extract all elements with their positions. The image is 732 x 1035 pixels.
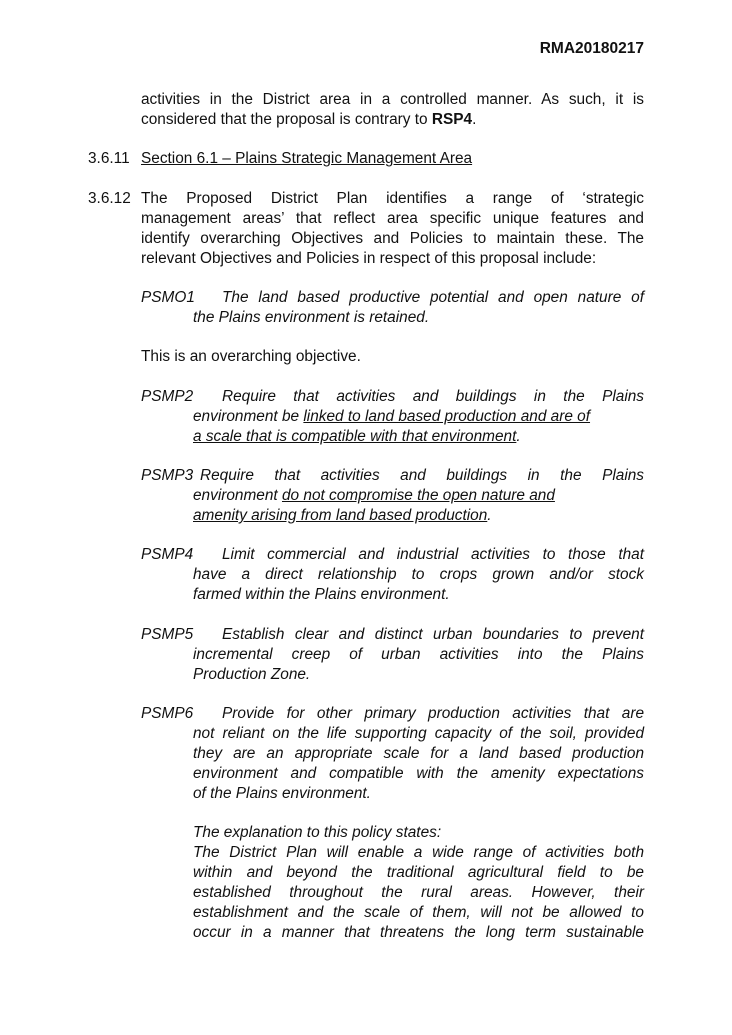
overarching-note: This is an overarching objective. — [141, 348, 361, 365]
section-title-3-6-11: Section 6.1 – Plains Strategic Management Area — [141, 150, 473, 167]
policy-text-line: Production Zone. — [193, 666, 311, 683]
explanation-heading: The explanation to this policy states: — [193, 824, 442, 841]
policy-text-line — [193, 407, 590, 427]
continuation-line-1: activities in the District area in a controlled manner. As such, it is — [141, 91, 644, 108]
explanation-line: established throughout the rural areas. However, their — [193, 884, 644, 901]
paragraph-line: management areas’ that reflect area specific unique features and — [141, 210, 644, 227]
paragraph-line: The Proposed District Plan identifies a range of ‘strategic — [141, 190, 644, 207]
policy-text: environment be — [193, 408, 304, 425]
period: . — [516, 428, 521, 445]
policy-text-line — [193, 427, 521, 447]
continuation-line-2 — [141, 110, 476, 130]
policy-text-line: not reliant on the life supporting capacity of the soil, provided — [193, 725, 644, 742]
explanation-line: within and beyond the traditional agricultural field to be — [193, 864, 644, 881]
policy-text-line: incremental creep of urban activities into the Plains — [193, 646, 644, 663]
period: . — [472, 111, 477, 128]
policy-text: environment — [193, 487, 282, 504]
policy-code-psmp5: PSMP5 — [141, 626, 194, 643]
underlined-text: do not compromise the open nature and — [281, 487, 555, 504]
underlined-text: amenity arising from land based production — [193, 507, 488, 524]
policy-code-psmp3: PSMP3 — [141, 467, 194, 484]
policy-text-line: the Plains environment is retained. — [193, 309, 430, 326]
rsp4-reference: RSP4 — [431, 111, 473, 128]
policy-code-psmo1: PSMO1 — [141, 289, 195, 306]
section-number-3-6-12: 3.6.12 — [88, 190, 131, 207]
continuation-text: considered that the proposal is contrary to — [141, 111, 432, 128]
policy-text-line: The land based productive potential and open nature of — [222, 289, 644, 306]
policy-text-line: Provide for other primary production activities that are — [222, 705, 644, 722]
policy-text-line: they are an appropriate scale for a land based production — [193, 745, 644, 762]
explanation-line: occur in a manner that threatens the long term sustainable — [193, 924, 644, 941]
policy-text-line: Establish clear and distinct urban boundaries to prevent — [222, 626, 644, 643]
period: . — [487, 507, 492, 524]
policy-text-line — [193, 486, 555, 506]
explanation-line: establishment and the scale of them, will not be allowed to — [193, 904, 644, 921]
underlined-text: a scale that is compatible with that environment — [193, 428, 517, 445]
policy-text-line: Require that activities and buildings in the Plains — [222, 388, 644, 405]
policy-code-psmp2: PSMP2 — [141, 388, 194, 405]
policy-text-line: Limit commercial and industrial activities to those that — [222, 546, 644, 563]
policy-text-line: environment and compatible with the amenity expectations — [193, 765, 644, 782]
underlined-text: linked to land based production and are of — [303, 408, 591, 425]
paragraph-line: relevant Objectives and Policies in respect of this proposal include: — [141, 250, 597, 267]
explanation-line: The District Plan will enable a wide range of activities both — [193, 844, 644, 861]
policy-text-line: farmed within the Plains environment. — [193, 586, 450, 603]
policy-code-psmp4: PSMP4 — [141, 546, 194, 563]
policy-code-psmp6: PSMP6 — [141, 705, 194, 722]
section-number-3-6-11: 3.6.11 — [88, 150, 130, 167]
paragraph-line: identify overarching Objectives and Policies to maintain these. The — [141, 230, 644, 247]
policy-text-line: Require that activities and buildings in the Plains — [200, 467, 644, 484]
page-header-reference: RMA20180217 — [539, 40, 644, 57]
policy-text-line: of the Plains environment. — [193, 785, 371, 802]
policy-text-line: have a direct relationship to crops grown and/or stock — [193, 566, 644, 583]
policy-text-line — [193, 506, 492, 526]
